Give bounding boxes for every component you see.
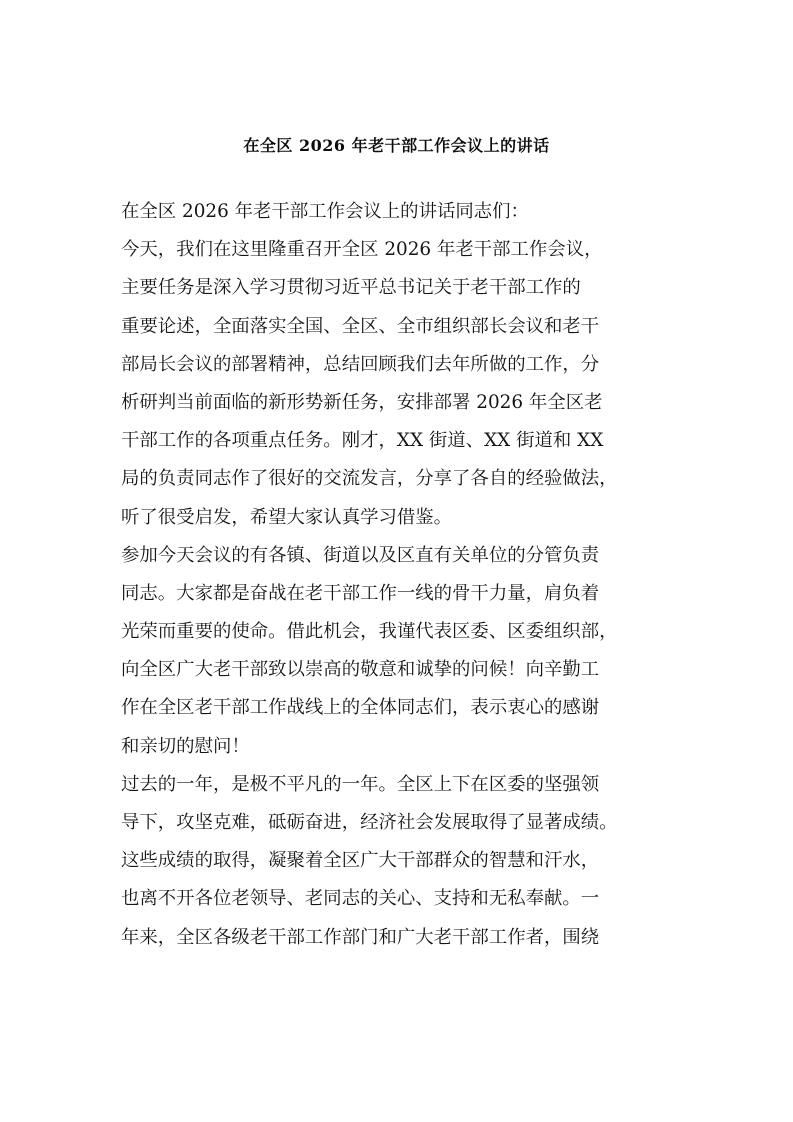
- document-title: 在全区 2026 年老干部工作会议上的讲话: [243, 136, 550, 155]
- body-line: 过去的一年，是极不平凡的一年。全区上下在区委的坚强领: [121, 773, 600, 795]
- body-line: 也离不开各位老领导、老同志的关心、支持和无私奉献。一: [121, 888, 600, 910]
- body-line: 部局长会议的部署精神，总结回顾我们去年所做的工作，分: [121, 353, 600, 375]
- document-body: [121, 193, 686, 957]
- body-line: 光荣而重要的使命。借此机会，我谨代表区委、区委组织部，: [121, 621, 618, 643]
- body-line: 局的负责同志作了很好的交流发言，分享了各自的经验做法，: [121, 468, 618, 490]
- body-line: 听了很受启发，希望大家认真学习借鉴。: [121, 506, 453, 528]
- body-line: 重要论述，全面落实全国、全区、全市组织部长会议和老干: [121, 315, 600, 337]
- body-line: 主要任务是深入学习贯彻习近平总书记关于老干部工作的: [121, 277, 581, 299]
- body-line: 同志。大家都是奋战在老干部工作一线的骨干力量，肩负着: [121, 582, 600, 604]
- body-line: 向全区广大老干部致以崇高的敬意和诚挚的问候！向辛勤工: [121, 659, 600, 681]
- body-line: 在全区 2026 年老干部工作会议上的讲话同志们：: [121, 201, 529, 222]
- body-line: 这些成绩的取得，凝聚着全区广大干部群众的智慧和汗水，: [121, 850, 600, 872]
- body-line: 年来，全区各级老干部工作部门和广大老干部工作者，围绕: [121, 926, 600, 948]
- body-line: 作在全区老干部工作战线上的全体同志们，表示衷心的感谢: [121, 697, 600, 719]
- body-line: 析研判当前面临的新形势新任务，安排部署 2026 年全区老: [121, 391, 603, 413]
- body-line: 今天，我们在这里隆重召开全区 2026 年老干部工作会议，: [121, 239, 603, 261]
- body-line: 干部工作的各项重点任务。刚才，XX 街道、XX 街道和 XX: [121, 430, 604, 452]
- body-line: 导下，攻坚克难，砥砺奋进，经济社会发展取得了显著成绩。: [121, 812, 618, 833]
- body-line: 和亲切的慰问！: [121, 735, 250, 757]
- body-line: 参加今天会议的有各镇、街道以及区直有关单位的分管负责: [121, 544, 600, 566]
